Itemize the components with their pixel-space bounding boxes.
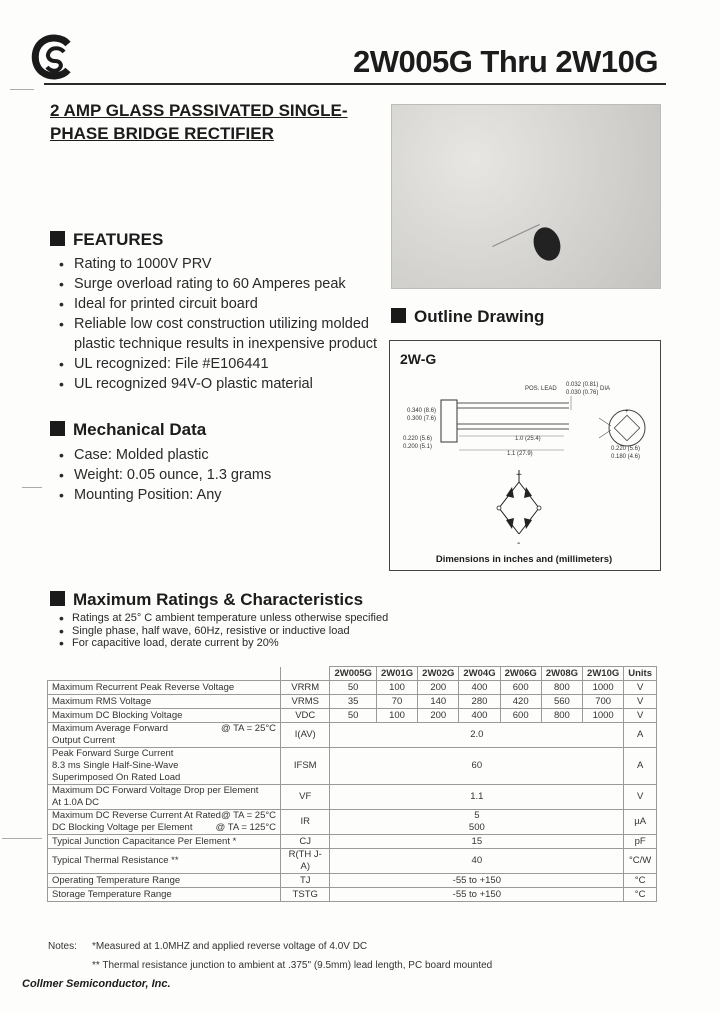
note-text: ** Thermal resistance junction to ambient at .375" (9.5mm) lead length, PC board mounted [92, 960, 493, 971]
row-description-line [52, 723, 276, 735]
lead-dia-suffix: DIA [600, 386, 611, 392]
row-symbol: VDC [281, 709, 330, 723]
row-unit: µA [624, 810, 657, 835]
section-square-icon [391, 308, 406, 323]
row-unit: A [624, 748, 657, 785]
row-condition: @ TA = 25°C [220, 723, 277, 734]
list-item: • UL recognized: File #E106441 [50, 354, 385, 374]
table-cell: 400 [459, 681, 500, 695]
table-cell: 400 [459, 709, 500, 723]
pos-lead-label: POS. LEAD [525, 386, 557, 392]
bridge-diodes [506, 487, 532, 529]
table-cell: 280 [459, 695, 500, 709]
lead-length-2: 1.1 (27.9) [507, 451, 533, 457]
column-header: 2W10G [583, 667, 624, 681]
row-description [48, 748, 281, 785]
package-label: 2W-G [400, 351, 437, 367]
dimension-line [599, 418, 611, 426]
pin-spacing-top: 0.220 (5.6) [611, 446, 641, 452]
cell-line: 5 [474, 810, 480, 821]
part-range-title: 2W005G Thru 2W10G [352, 44, 658, 79]
row-symbol: IR [281, 810, 330, 835]
body-side-view [441, 400, 457, 442]
list-item: • For capacitive load, derate current by 20% [50, 637, 450, 650]
table-cell: 15 [330, 835, 624, 849]
row-description-line: Maximum DC Forward Voltage Drop per Element [52, 785, 259, 796]
list-item: • UL recognized 94V-O plastic material [50, 374, 385, 394]
company-name: Collmer Semiconductor, Inc. [22, 978, 171, 990]
list-item: • Mounting Position: Any [50, 485, 370, 505]
ac-terminal [537, 506, 541, 510]
column-header: 2W06G [500, 667, 541, 681]
end-view-plus: + [625, 409, 629, 415]
row-unit: °C/W [624, 849, 657, 874]
notes-label: Notes: [48, 941, 77, 952]
ratings-heading [50, 590, 363, 610]
table-row [48, 681, 657, 695]
row-description-line [52, 810, 276, 822]
row-description [48, 785, 281, 810]
column-header: 2W005G [330, 667, 377, 681]
row-symbol: VRMS [281, 695, 330, 709]
table-cell: 70 [376, 695, 417, 709]
outline-heading [391, 307, 544, 327]
row-description-line: At 1.0A DC [52, 797, 99, 808]
note-line [48, 937, 492, 956]
table-cell: 800 [541, 681, 582, 695]
row-symbol: VF [281, 785, 330, 810]
row-description: Typical Thermal Resistance ** [48, 849, 281, 874]
pin-spacing-bottom: 0.180 (4.6) [611, 454, 641, 460]
section-square-icon [50, 591, 65, 606]
table-cell: 560 [541, 695, 582, 709]
photo-rectifier-body [529, 224, 564, 264]
row-description-line: Output Current [52, 735, 115, 746]
features-heading [50, 230, 163, 250]
column-header: Units [624, 667, 657, 681]
table-row [48, 874, 657, 888]
table-cell: 200 [418, 681, 459, 695]
table-cell [330, 810, 624, 835]
table-header-row [48, 667, 657, 681]
list-item: • Single phase, half wave, 60Hz, resistive or inductive load [50, 625, 450, 638]
table-row [48, 785, 657, 810]
table-row [48, 888, 657, 902]
table-cell: 50 [330, 681, 377, 695]
table-corner [281, 667, 330, 681]
table-cell: 50 [330, 709, 377, 723]
notes-block [48, 937, 492, 975]
header-rule [44, 83, 666, 85]
row-symbol: TJ [281, 874, 330, 888]
column-header: 2W02G [418, 667, 459, 681]
table-cell: 100 [376, 681, 417, 695]
table-cell: 2.0 [330, 723, 624, 748]
table-row [48, 835, 657, 849]
row-description: Operating Temperature Range [48, 874, 281, 888]
ratings-conditions [50, 612, 450, 650]
table-cell: 420 [500, 695, 541, 709]
body-height-top: 0.340 (8.6) [407, 408, 437, 414]
row-description-line [52, 822, 276, 834]
column-header: 2W04G [459, 667, 500, 681]
list-item: • Surge overload rating to 60 Amperes peak [50, 274, 385, 294]
company-logo [28, 34, 82, 80]
outline-drawing [389, 370, 659, 550]
row-condition: @ TA = 125°C [215, 822, 277, 833]
row-description [48, 723, 281, 748]
row-unit: V [624, 709, 657, 723]
ac-terminal [497, 506, 501, 510]
table-cell: 60 [330, 748, 624, 785]
table-row [48, 849, 657, 874]
row-description: Maximum RMS Voltage [48, 695, 281, 709]
product-title: 2 AMP GLASS PASSIVATED SINGLE-PHASE BRIDGE RECTIFIER [50, 101, 348, 143]
dimensions-caption: Dimensions in inches and (millimeters) [435, 554, 613, 565]
features-heading-label: FEATURES [73, 230, 164, 249]
row-description: Maximum DC Blocking Voltage [48, 709, 281, 723]
lead-length-1: 1.0 (25.4) [515, 436, 541, 442]
margin-mark [22, 487, 42, 488]
row-symbol: TSTG [281, 888, 330, 902]
mechanical-heading [50, 420, 206, 440]
table-cell: 1000 [583, 681, 624, 695]
note-text: *Measured at 1.0MHZ and applied reverse voltage of 4.0V DC [92, 941, 368, 952]
list-item: • Reliable low cost construction utilizing molded plastic technique results in inexpensive product [50, 314, 385, 354]
row-symbol: CJ [281, 835, 330, 849]
list-item: • Weight: 0.05 ounce, 1.3 grams [50, 465, 370, 485]
row-description-text: Maximum DC Reverse Current At Rated [52, 810, 221, 821]
cell-line: 500 [468, 822, 485, 833]
margin-mark [10, 89, 34, 90]
row-description: Typical Junction Capacitance Per Element * [48, 835, 281, 849]
table-cell: 40 [330, 849, 624, 874]
row-description-line: Peak Forward Surge Current [52, 748, 174, 759]
row-symbol: VRRM [281, 681, 330, 695]
table-cell: -55 to +150 [330, 874, 624, 888]
dimension-line [599, 430, 611, 438]
table-row [48, 709, 657, 723]
table-row [48, 695, 657, 709]
section-square-icon [50, 231, 65, 246]
ratings-heading-label: Maximum Ratings & Characteristics [73, 590, 364, 609]
table-cell: 35 [330, 695, 377, 709]
schematic-plus: + [516, 470, 522, 481]
mechanical-list [50, 445, 370, 505]
table-cell: 140 [418, 695, 459, 709]
table-cell: 200 [418, 709, 459, 723]
table-row [48, 748, 657, 785]
table-row [48, 723, 657, 748]
row-unit: A [624, 723, 657, 748]
table-cell: 800 [541, 709, 582, 723]
ratings-table [47, 666, 657, 902]
mechanical-heading-label: Mechanical Data [73, 420, 207, 439]
body-width-bottom: 0.200 (5.1) [403, 444, 433, 450]
features-list [50, 254, 385, 394]
row-unit: °C [624, 888, 657, 902]
column-header: 2W08G [541, 667, 582, 681]
list-item: • Rating to 1000V PRV [50, 254, 385, 274]
body-height-bottom: 0.300 (7.6) [407, 416, 437, 422]
table-cell: 700 [583, 695, 624, 709]
table-cell: 100 [376, 709, 417, 723]
lead-dia-top: 0.032 (0.81) [566, 382, 599, 388]
body-width-top: 0.220 (5.6) [403, 436, 433, 442]
table-cell: 600 [500, 681, 541, 695]
row-condition: @ TA = 25°C [220, 810, 277, 821]
row-description [48, 810, 281, 835]
column-header: 2W01G [376, 667, 417, 681]
row-symbol: IFSM [281, 748, 330, 785]
row-description-text: Maximum Average Forward [52, 723, 168, 734]
row-unit: V [624, 681, 657, 695]
row-description-line: Superimposed On Rated Load [52, 772, 181, 783]
row-description: Storage Temperature Range [48, 888, 281, 902]
row-symbol: R(TH J-A) [281, 849, 330, 874]
product-photo [391, 104, 661, 289]
row-unit: V [624, 695, 657, 709]
margin-mark [2, 838, 42, 839]
table-cell: 1000 [583, 709, 624, 723]
row-symbol: I(AV) [281, 723, 330, 748]
end-view-pins [614, 415, 639, 440]
table-cell: -55 to +150 [330, 888, 624, 902]
row-unit: °C [624, 874, 657, 888]
row-description: Maximum Recurrent Peak Reverse Voltage [48, 681, 281, 695]
table-cell: 1.1 [330, 785, 624, 810]
list-item: • Case: Molded plastic [50, 445, 370, 465]
row-description-line: 8.3 ms Single Half-Sine-Wave [52, 760, 179, 771]
table-row [48, 810, 657, 835]
section-square-icon [50, 421, 65, 436]
outline-heading-label: Outline Drawing [414, 307, 545, 326]
lead-dia-bottom: 0.030 (0.76) [566, 390, 599, 396]
table-cell: 600 [500, 709, 541, 723]
list-item: • Ideal for printed circuit board [50, 294, 385, 314]
table-corner [48, 667, 281, 681]
row-description-text: DC Blocking Voltage per Element [52, 822, 193, 833]
row-unit: V [624, 785, 657, 810]
list-item: • Ratings at 25° C ambient temperature unless otherwise specified [50, 612, 450, 625]
schematic-minus: - [517, 538, 521, 549]
row-unit: pF [624, 835, 657, 849]
